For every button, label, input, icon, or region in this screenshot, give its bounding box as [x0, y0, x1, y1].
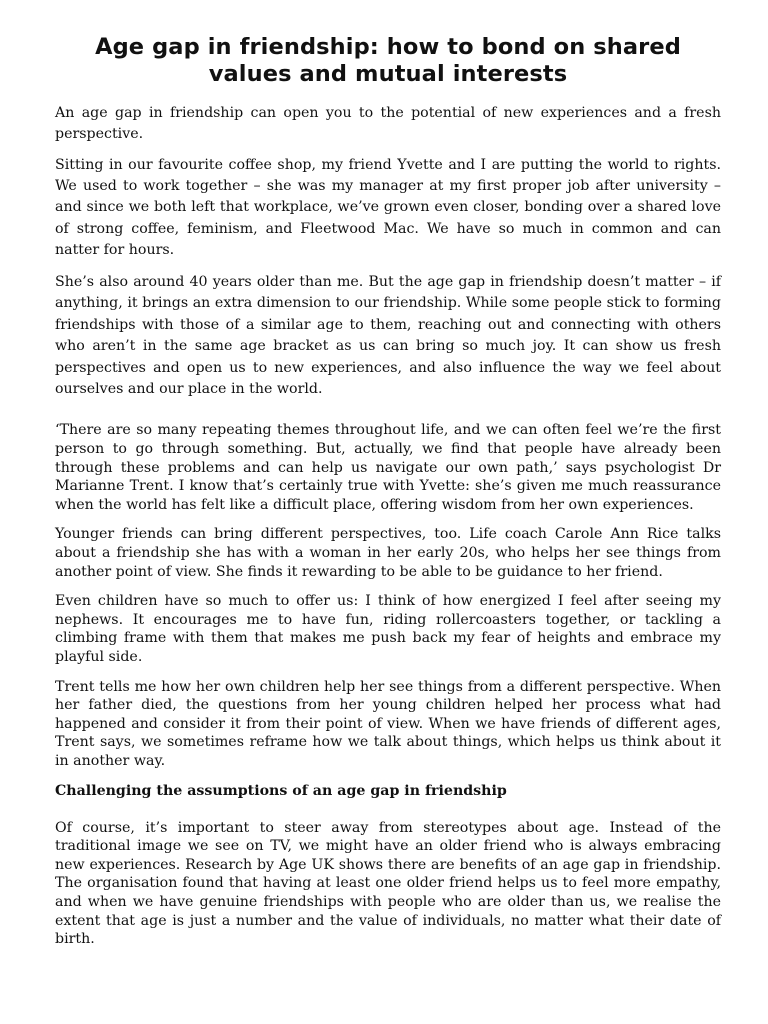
article-paragraph: An age gap in friendship can open you to the potential of new experiences and a fresh perspective. — [55, 105, 721, 142]
article-title: Age gap in friendship: how to bond on shared values and mutual interests — [95, 34, 681, 87]
article-paragraph: Sitting in our favourite coffee shop, my friend Yvette and I are putting the world to rights. We used to work together – she was my manager at my first proper job after university – and since we both left that workplace, we’ve grown even closer, bonding over a shared love of strong coffee, feminism, and Fleetwood Mac. We have so much in common and can natter for hours. — [55, 157, 721, 258]
article-paragraph: ‘There are so many repeating themes throughout life, and we can often feel we’re the first person to go through something. But, actually, we find that people have already been through these problems and can help us navigate our own path,’ says psychologist Dr Marianne Trent. I know that’s certainly true with Yvette: she’s given me much reassurance when the world has felt like a difficult place, offering wisdom from her own experiences. — [55, 422, 721, 513]
article-paragraph: She’s also around 40 years older than me. But the age gap in friendship doesn’t matter – if anything, it brings an extra dimension to our friendship. While some people stick to forming friendships with those of a similar age to them, reaching out and connecting with others who aren’t in the same age bracket as us can bring so much joy. It can show us fresh perspectives and open us to new experiences, and also influence the way we feel about ourselves and our place in the world. — [55, 274, 721, 398]
article-paragraph: Younger friends can bring different perspectives, too. Life coach Carole Ann Rice talks about a friendship she has with a woman in her early 20s, who helps her see things from another point of view. She finds it rewarding to be able to be guidance to her friend. — [55, 526, 721, 580]
article-paragraph: Trent tells me how her own children help her see things from a different perspective. When her father died, the questions from her young children helped her process what had happened and consider it from their point of view. When we have friends of different ages, Trent says, we sometimes reframe how we talk about things, which helps us think about it in another way. — [55, 678, 721, 769]
article — [55, 0, 721, 949]
article-paragraph: Of course, it’s important to steer away from stereotypes about age. Instead of the traditional image we see on TV, we might have an older friend who is always embracing new experiences. Research by Age UK shows there are benefits of an age gap in friendship. The organisation found that having at least one older friend helps us to feel more empathy, and when we have genuine friendships with people who are older than us, we realise the extent that age is just a number and the value of individuals, no matter what their date of birth. — [55, 819, 721, 948]
article-paragraph: Even children have so much to offer us: I think of how energized I feel after seeing my nephews. It encourages me to have fun, riding rollercoasters together, or tackling a climbing frame with them that makes me push back my fear of heights and embrace my playful side. — [55, 593, 721, 665]
section-subheading: Challenging the assumptions of an age gap in friendship — [55, 782, 507, 799]
